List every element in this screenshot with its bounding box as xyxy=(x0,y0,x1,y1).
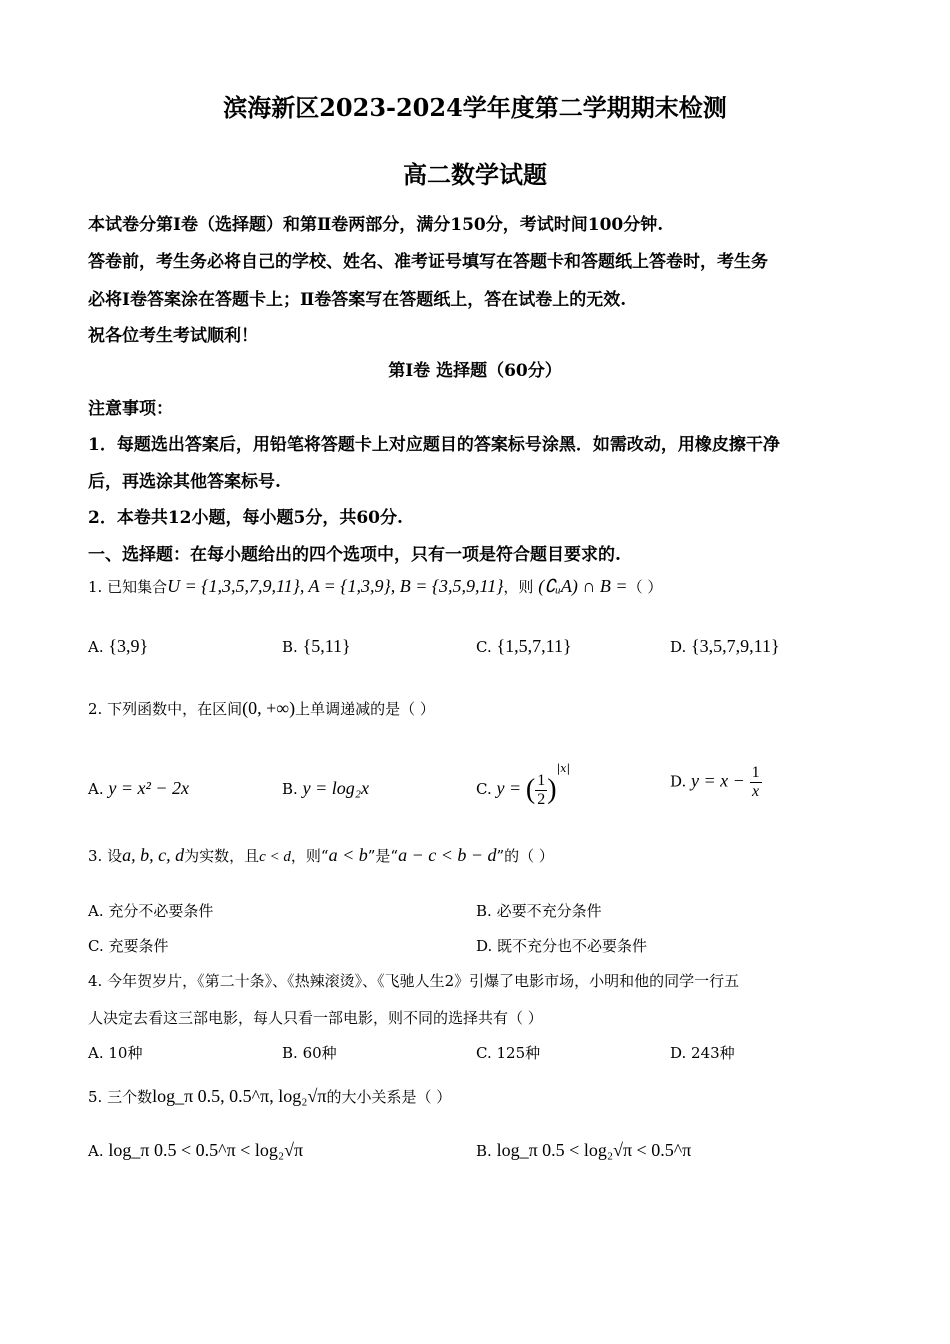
q2-option-b: B. y = log₂x xyxy=(282,778,369,798)
q5-expression: log_π 0.5, 0.5^π, log₂√π xyxy=(152,1086,327,1106)
q4-option-c: C. 125种 xyxy=(476,1044,541,1062)
q4-option-d: D. 243种 xyxy=(670,1044,735,1062)
q1-option-c: C. {1,5,7,11} xyxy=(476,636,572,656)
intro-line-4: 祝各位考生考试顺利！ xyxy=(88,326,258,346)
question-5: 5. 三个数log_π 0.5, 0.5^π, log₂√π的大小关系是（ ） xyxy=(88,1086,452,1106)
q3-p: a < b xyxy=(328,845,368,865)
q2-option-c: C. y = ( $\frac{1}{2}$ )$^{|x|}$ xyxy=(476,762,571,808)
intro-line-3: 必将Ⅰ卷答案涂在答题卡上；Ⅱ卷答案写在答题纸上，答在试卷上的无效. xyxy=(88,290,627,310)
q3-option-d: D. 既不充分也不必要条件 xyxy=(476,937,648,955)
q2-option-a: A. y = x² − 2x xyxy=(88,778,190,798)
q3-q: a − c < b − d xyxy=(398,845,497,865)
q1-prefix: 1. 已知集合 xyxy=(88,578,168,596)
question-2 xyxy=(88,698,435,719)
q1-set-a: , A = {1,3,9} xyxy=(299,576,391,596)
section-heading: 第Ⅰ卷 选择题（60分） xyxy=(388,361,562,381)
q1-set-b: , B = {3,5,9,11} xyxy=(390,576,504,596)
q2-option-d: D. y = x − $\frac{1}{x}$ xyxy=(670,764,760,800)
q1-option-d: D. {3,5,7,9,11} xyxy=(670,636,780,656)
q3-option-c: C. 充要条件 xyxy=(88,937,169,955)
q1-blank: （ ） xyxy=(627,578,663,596)
q3-vars: a, b, c, d xyxy=(122,845,185,865)
q5-option-b: B. log_π 0.5 < log₂√π < 0.5^π xyxy=(476,1140,692,1160)
q2-prefix: 2. 下列函数中，在区间 xyxy=(88,700,243,718)
notice-1b: 后，再选涂其他答案标号. xyxy=(88,472,281,492)
q3-option-b: B. 必要不充分条件 xyxy=(476,902,602,920)
intro-line-2: 答卷前，考生务必将自己的学校、姓名、准考证号填写在答题卡和答题纸上答卷时，考生务 xyxy=(88,252,768,272)
question-1 xyxy=(88,576,662,597)
q2-d-fraction: $\frac{1}{x}$ xyxy=(751,764,760,800)
notice-1a: 1．每题选出答案后，用铅笔将答题卡上对应题目的答案标号涂黑．如需改动，用橡皮擦干净 xyxy=(88,435,780,455)
q2-suffix: 上单调递减的是（ ） xyxy=(295,700,435,718)
notice-label: 注意事项： xyxy=(88,399,173,419)
q5-option-a: A. log_π 0.5 < 0.5^π < log₂√π xyxy=(88,1140,304,1160)
notice-2: 2．本卷共12小题，每小题5分，共60分. xyxy=(88,508,403,528)
q1-option-a: A. {3,9} xyxy=(88,636,149,656)
q4-option-b: B. 60种 xyxy=(282,1044,337,1062)
q2-interval: (0, +∞) xyxy=(242,698,296,718)
q2-c-fraction: $\frac{1}{2}$ xyxy=(537,771,546,808)
exam-title: 滨海新区2023-2024学年度第二学期期末检测 xyxy=(223,93,727,122)
q1-set-u: U = {1,3,5,7,9,11} xyxy=(167,576,300,596)
q1-option-b: B. {5,11} xyxy=(282,636,351,656)
exam-subtitle: 高二数学试题 xyxy=(403,160,547,189)
part-1-heading: 一、选择题：在每小题给出的四个选项中，只有一项是符合题目要求的. xyxy=(88,545,621,565)
question-4-line-2: 人决定去看这三部电影，每人只看一部电影，则不同的选择共有（ ） xyxy=(88,1009,543,1027)
q1-then: ，则 xyxy=(503,578,534,596)
q4-option-a: A. 10种 xyxy=(88,1044,143,1062)
q3-cond: c < d xyxy=(259,849,291,865)
q3-option-a: A. 充分不必要条件 xyxy=(88,902,214,920)
question-3: 3. 设a, b, c, d为实数，且c < d，则“a < b”是“a − c < b − d”的（ ） xyxy=(88,845,554,865)
intro-line-1: 本试卷分第Ⅰ卷（选择题）和第Ⅱ卷两部分，满分150分，考试时间100分钟. xyxy=(88,215,664,235)
question-4-line-1: 4. 今年贺岁片，《第二十条》、《热辣滚烫》、《飞驰人生2》引爆了电影市场，小明和他的同学一行五 xyxy=(88,972,740,990)
q1-expression: (∁ᵤA) ∩ B = xyxy=(538,576,628,596)
